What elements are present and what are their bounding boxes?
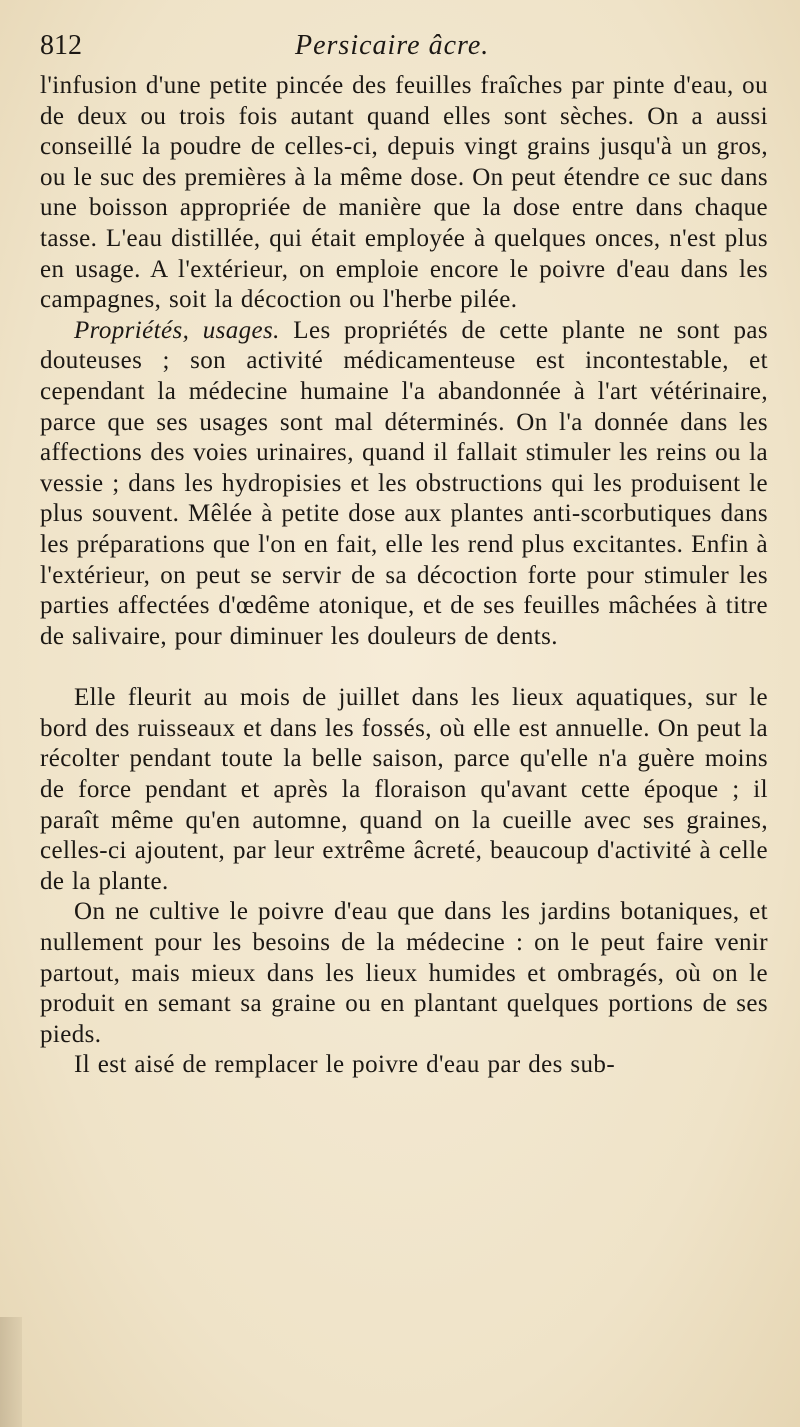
- paragraph-properties: [40, 316, 768, 653]
- running-head: [40, 30, 768, 67]
- paragraph-continuation: l'infusion d'une petite pincée des feuilles fraîches par pinte d'eau, ou de deux ou trois fois autant quand elles sont sèches. On a aussi conseillé la poudre de celles-ci, depuis vingt grains jusqu'à un gros, ou le suc des premières à la même dose. On peut étendre ce suc dans une boisson appropriée de manière que la dose entre dans chaque tasse. L'eau distillée, qui était employée à quelques onces, n'est plus en usage. A l'extérieur, on emploie encore le poivre d'eau dans les campagnes, soit la décoction ou l'herbe pilée.: [40, 72, 768, 314]
- section-heading: Propriétés, usages.: [74, 316, 280, 344]
- paragraph-gap: [40, 652, 768, 683]
- body-text: [40, 71, 768, 1081]
- running-title: Persicaire âcre.: [295, 30, 490, 61]
- page-number: 812: [40, 30, 82, 61]
- paragraph-substitutes: Il est aisé de remplacer le poivre d'eau par des sub-: [74, 1051, 616, 1079]
- paragraph-cultivation: On ne cultive le poivre d'eau que dans les jardins botaniques, et nullement pour les besoins de la médecine : on le peut faire venir partout, mais mieux dans les lieux humides et ombragés, où on le produit en semant sa graine ou en plantant quelques portions de ses pieds.: [40, 898, 768, 1048]
- paragraph-flowering: Elle fleurit au mois de juillet dans les lieux aquatiques, sur le bord des ruisseaux et dans les fossés, où elle est annuelle. On peut la récolter pendant toute la belle saison, parce qu'elle n'a guère moins de force pendant et après la floraison qu'avant cette époque ; il paraît même qu'en automne, quand on la cueille avec ses graines, celles-ci ajoutent, par leur extrême âcreté, beaucoup d'activité à celle de la plante.: [40, 684, 768, 895]
- page-edge-shadow: [0, 1317, 22, 1427]
- section-text: Les propriétés de cette plante ne sont pas douteuses ; son activité médicamenteuse est incontestable, et cependant la médecine humaine l'a abandonnée à l'art vétérinaire, parce que ses usages sont mal déterminés. On l'a donnée dans les affections des voies urinaires, quand il fallait stimuler les reins ou la vessie ; dans les hydropisies et les obstructions qui les produisent le plus souvent. Mêlée à petite dose aux plantes anti-scorbutiques dans les préparations que l'on en fait, elle les rend plus excitantes. Enfin à l'extérieur, on peut se servir de sa décoction forte pour stimuler les parties affectées d'œdême atonique, et de ses feuilles mâchées à titre de salivaire, pour diminuer les douleurs de dents.: [40, 316, 768, 650]
